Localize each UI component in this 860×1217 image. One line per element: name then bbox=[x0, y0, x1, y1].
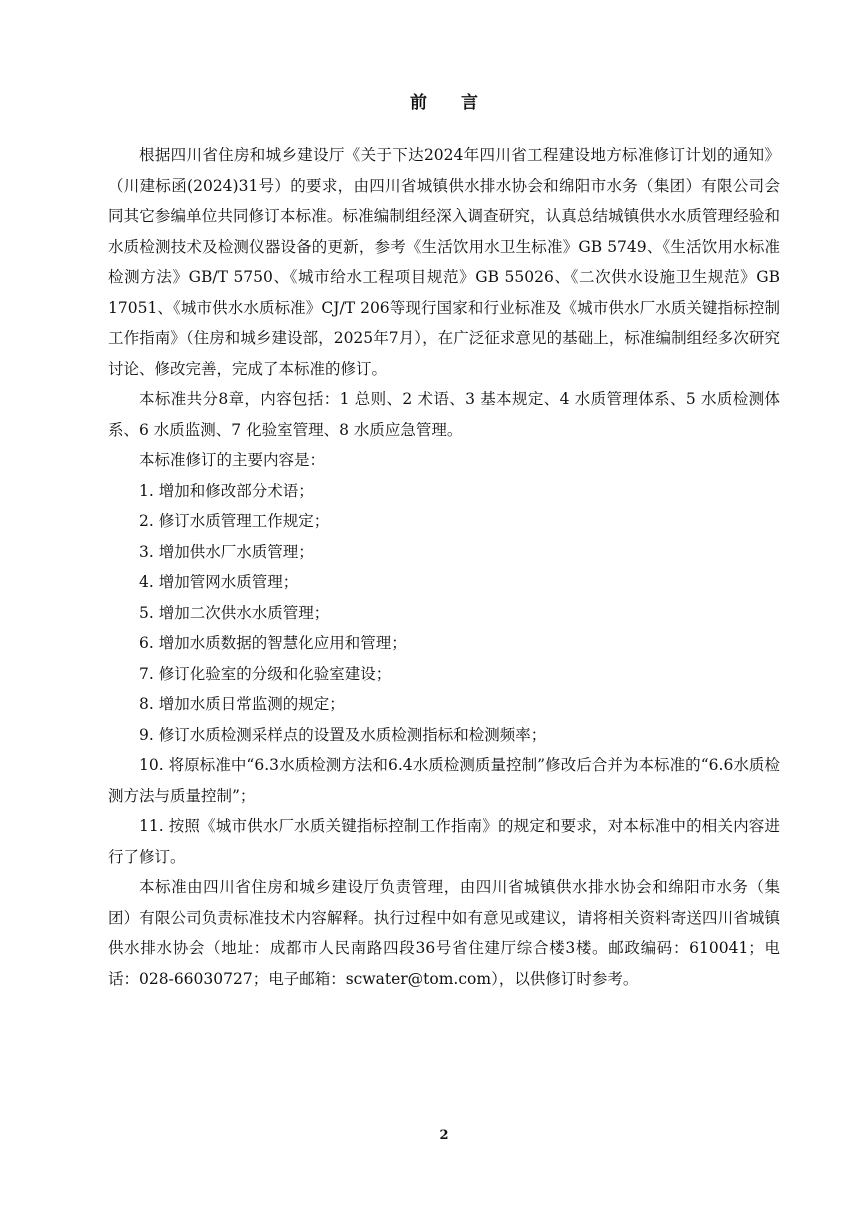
paragraph-intro: 根据四川省住房和城乡建设厅《关于下达2024年四川省工程建设地方标准修订计划的通知》（川建标函(2024)31号）的要求，由四川省城镇供水排水协会和绵阳市水务（集团）有限公司会同其它参编单位共同修订本标准。标准编制组经深入调查研究，认真总结城镇供水水质管理经验和水质检测技术及检测仪器设备的更新，参考《生活饮用水卫生标准》GB 5749、《生活饮用水标准检测方法》GB/T 5750、《城市给水工程项目规范》GB 55026、《二次供水设施卫生规范》GB 17051、《城市供水水质标准》CJ/T 206等现行国家和行业标准及《城市供水厂水质关键指标控制工作指南》（住房和城乡建设部，2025年7月），在广泛征求意见的基础上，标准编制组经多次研究讨论、修改完善，完成了本标准的修订。 bbox=[108, 146, 780, 378]
list-item: 9. 修订水质检测采样点的设置及水质检测指标和检测频率； bbox=[139, 725, 547, 744]
list-item: 6. 增加水质数据的智慧化应用和管理； bbox=[139, 634, 407, 652]
paragraph-closing: 本标准由四川省住房和城乡建设厅负责管理，由四川省城镇供水排水协会和绵阳市水务（集团）有限公司负责标准技术内容解释。执行过程中如有意见或建议，请将相关资料寄送四川省城镇供水排水协会（地址：成都市人民南路四段36号省住建厅综合楼3楼。邮政编码：610041；电话：028-66030727；电子邮箱：scwater@tom.com），以供修订时参考。 bbox=[108, 878, 780, 988]
page-title: 前 言 bbox=[410, 93, 492, 113]
list-item: 11. 按照《城市供水厂水质关键指标控制工作指南》的规定和要求，对本标准中的相关内容进行了修订。 bbox=[108, 817, 780, 866]
list-item: 2. 修订水质管理工作规定； bbox=[139, 512, 330, 530]
paragraph-chapters: 本标准共分8章，内容包括：1 总则、2 术语、3 基本规定、4 水质管理体系、5 水质检测体系、6 水质监测、7 化验室管理、8 水质应急管理。 bbox=[108, 390, 780, 439]
list-item: 1. 增加和修改部分术语； bbox=[139, 481, 314, 500]
list-item: 5. 增加二次供水水质管理； bbox=[139, 603, 330, 622]
list-item: 4. 增加管网水质管理； bbox=[139, 573, 299, 591]
list-item: 3. 增加供水厂水质管理； bbox=[139, 542, 314, 561]
document-page bbox=[108, 0, 780, 1217]
page-number: 2 bbox=[439, 1128, 449, 1143]
body-text bbox=[108, 140, 780, 994]
paragraph-revision-lead: 本标准修订的主要内容是： bbox=[139, 451, 326, 469]
list-item: 7. 修订化验室的分级和化验室建设； bbox=[139, 664, 392, 683]
list-item: 8. 增加水质日常监测的规定； bbox=[139, 695, 345, 713]
list-item: 10. 将原标准中“6.3水质检测方法和6.4水质检测质量控制”修改后合并为本标准的“6.6水质检测方法与质量控制”； bbox=[108, 756, 780, 805]
